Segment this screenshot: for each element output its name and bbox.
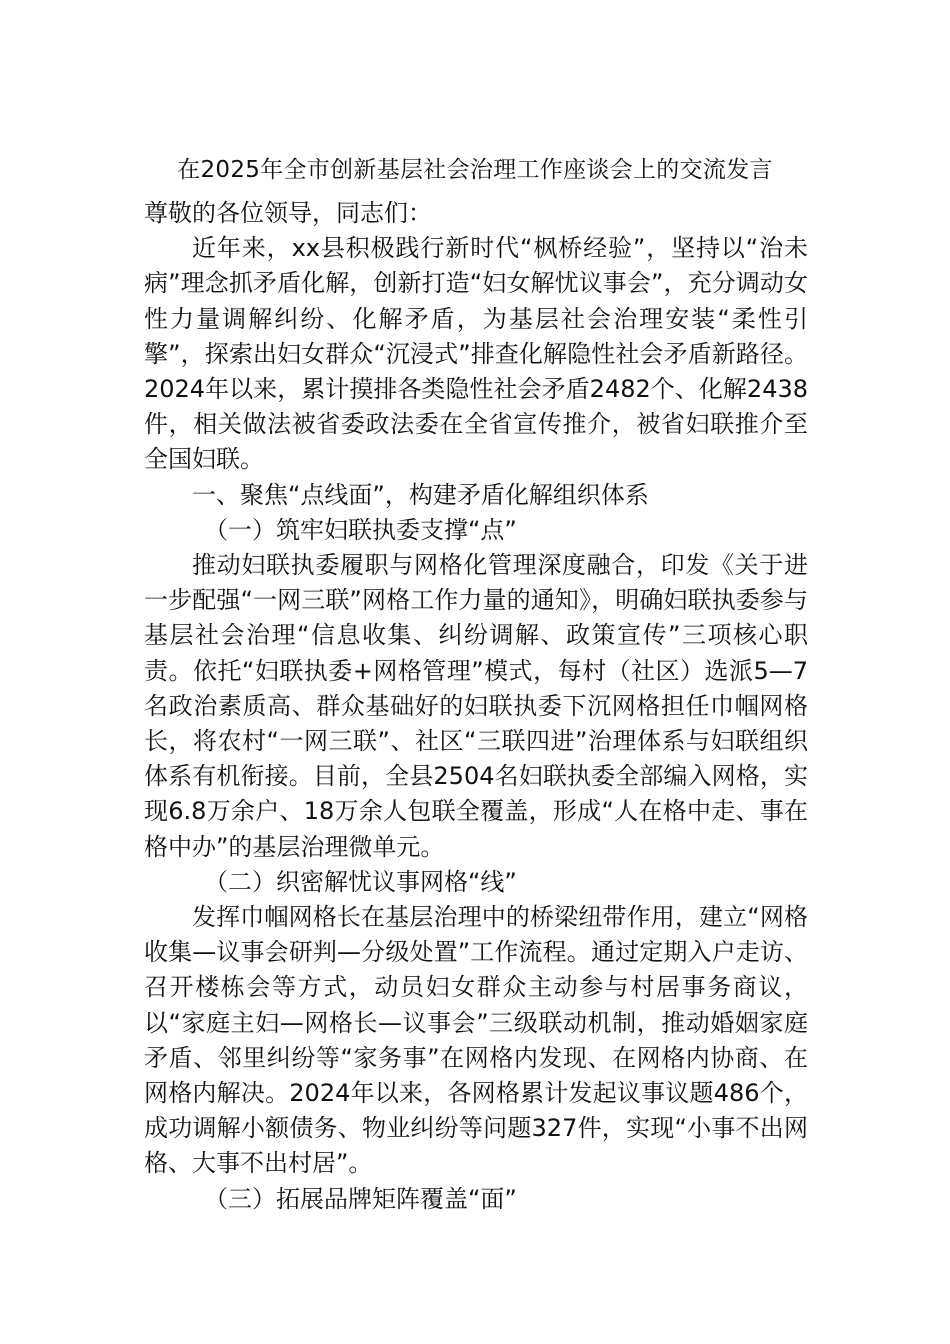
- greeting-line: 尊敬的各位领导，同志们：: [144, 199, 432, 227]
- subsection-heading-2: （二）织密解忧议事网格“线”: [204, 867, 517, 896]
- section-heading-1: 一、聚焦“点线面”，构建矛盾化解组织体系: [192, 480, 649, 509]
- intro-paragraph: 近年来，xx县积极践行新时代“枫桥经验”，坚持以“治未病”理念抓矛盾化解，创新打造“妇女解忧议事会”，充分调动女性力量调解纠纷、化解矛盾，为基层社会治理安装“柔性引擎”，探索出妇女群众“沉浸式”排查化解隐性社会矛盾新路径。2024年以来，累计摸排各类隐性社会矛盾2482个、化解2438件，相关做法被省委政法委在全省宣传推介，被省妇联推介至全国妇联。: [144, 234, 808, 474]
- subsection-paragraph-2: 发挥巾帼网格长在基层治理中的桥梁纽带作用，建立“网格收集—议事会研判—分级处置”工作流程。通过定期入户走访、召开楼栋会等方式，动员妇女群众主动参与村居事务商议，以“家庭主妇—网格长—议事会”三级联动机制，推动婚姻家庭矛盾、邻里纠纷等“家务事”在网格内发现、在网格内协商、在网格内解决。2024年以来，各网格累计发起议事议题486个，成功调解小额债务、物业纠纷等问题327件，实现“小事不出网格、大事不出村居”。: [144, 903, 808, 1178]
- document-title: 在2025年全市创新基层社会治理工作座谈会上的交流发言: [177, 157, 773, 183]
- subsection-heading-1: （一）筑牢妇联执委支撑“点”: [204, 515, 517, 544]
- document-body: [144, 196, 808, 1217]
- subsection-paragraph-1: 推动妇联执委履职与网格化管理深度融合，印发《关于进一步配强“一网三联”网格工作力量的通知》，明确妇联执委参与基层社会治理“信息收集、纠纷调解、政策宣传”三项核心职责。依托“妇联执委+网格管理”模式，每村（社区）选派5—7名政治素质高、群众基础好的妇联执委下沉网格担任巾帼网格长，将农村“一网三联”、社区“三联四进”治理体系与妇联组织体系有机衔接。目前，全县2504名妇联执委全部编入网格，实现6.8万余户、18万余人包联全覆盖，形成“人在格中走、事在格中办”的基层治理微单元。: [144, 551, 808, 861]
- subsection-heading-3: （三）拓展品牌矩阵覆盖“面”: [204, 1184, 517, 1213]
